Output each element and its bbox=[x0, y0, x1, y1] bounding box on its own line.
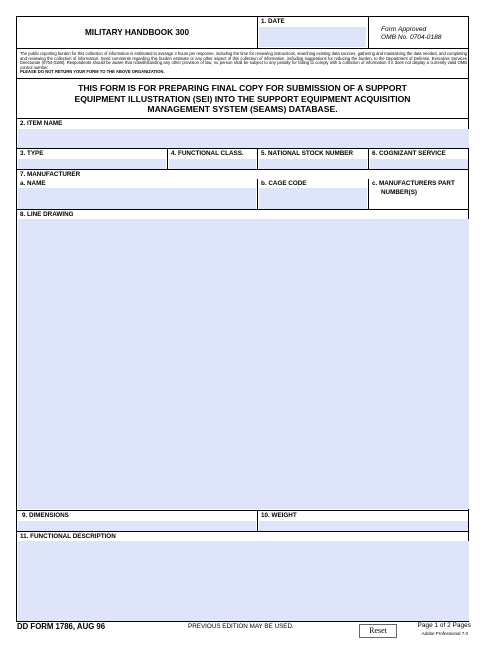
form-approved-text: Form Approved bbox=[381, 26, 427, 33]
cognizant-service-field[interactable] bbox=[370, 159, 468, 169]
burden-text: The public reporting burden for this collection of information is estimated to average 3 hours per response, including the time for reviewing instructions, searching existing data sources, gathering and maintaining the data needed, and completing and reviewing the collection of information. Send comments regarding this burden estimate or any other aspect of this collection of information, including suggestions for reducing the burden, to the Department of Defense, Executive Services Directorate (0704-0188). Respondents should be aware that notwithstanding any other provision of law, no person shall be subject to any penalty for failing to comply with a collection of information if it does not display a currently valid OMB control number. bbox=[20, 51, 467, 70]
burden-caps-text: PLEASE DO NOT RETURN YOUR FORM TO THE ABOVE ORGANIZATION. bbox=[20, 69, 165, 75]
dimensions-cell bbox=[17, 511, 258, 531]
item-name-row bbox=[17, 119, 468, 149]
cognizant-service-label: 6. COGNIZANT SERVICE bbox=[372, 150, 446, 157]
weight-field[interactable] bbox=[259, 521, 468, 531]
form-title: MILITARY HANDBOOK 300 bbox=[84, 28, 190, 37]
date-label: 1. DATE bbox=[261, 18, 285, 25]
type-field[interactable] bbox=[18, 159, 166, 169]
item-name-field[interactable] bbox=[18, 129, 469, 148]
functional-class-field[interactable] bbox=[169, 159, 256, 169]
line-drawing-field[interactable] bbox=[18, 219, 469, 509]
manufacturer-detail-row bbox=[17, 179, 468, 210]
burden-statement bbox=[20, 52, 467, 75]
functional-class-cell bbox=[168, 149, 258, 169]
functional-description-row bbox=[17, 532, 468, 623]
mfr-part-cell bbox=[369, 179, 470, 209]
type-cell bbox=[17, 149, 168, 169]
dimensions-row bbox=[17, 511, 468, 532]
cage-code-field[interactable] bbox=[259, 188, 367, 209]
stock-number-cell bbox=[258, 149, 369, 169]
item-name-label: 2. ITEM NAME bbox=[20, 120, 63, 127]
notice-line-3: MANAGEMENT SYSTEM (SEAMS) DATABASE. bbox=[147, 104, 338, 115]
reset-button[interactable]: Reset bbox=[359, 624, 397, 638]
line-drawing-label: 8. LINE DRAWING bbox=[20, 211, 74, 218]
page-info: Page 1 of 2 Pages bbox=[417, 622, 471, 629]
form-id: DD FORM 1786, AUG 96 bbox=[17, 622, 106, 631]
manufacturer-row bbox=[17, 170, 468, 179]
header-row bbox=[17, 17, 468, 49]
type-row bbox=[17, 149, 468, 170]
burden-row bbox=[17, 49, 468, 79]
cognizant-service-cell bbox=[369, 149, 470, 169]
line-drawing-row bbox=[17, 210, 468, 511]
notice-line-2: EQUIPMENT ILLUSTRATION (SEI) INTO THE SUPPORT EQUIPMENT ACQUISITION bbox=[74, 93, 411, 104]
dd-form-1786 bbox=[16, 16, 469, 622]
title-cell bbox=[17, 17, 258, 48]
functional-class-label: 4. FUNCTIONAL CLASS. bbox=[171, 150, 244, 157]
mfr-part-label: c. MANUFACTURERS PART bbox=[372, 180, 455, 187]
stock-number-label: 5. NATIONAL STOCK NUMBER bbox=[261, 150, 354, 157]
stock-number-field[interactable] bbox=[259, 159, 367, 169]
functional-description-field[interactable] bbox=[18, 541, 469, 621]
manufacturer-label: 7. MANUFACTURER bbox=[20, 171, 81, 178]
cage-code-label: b. CAGE CODE bbox=[261, 180, 307, 187]
weight-cell bbox=[258, 511, 470, 531]
mfr-name-label: a. NAME bbox=[20, 180, 46, 187]
dimensions-field[interactable] bbox=[18, 521, 256, 531]
dimensions-label: 9. DIMENSIONS bbox=[22, 512, 69, 519]
mfr-name-cell bbox=[17, 179, 258, 209]
mfr-part-label-2: NUMBER(S) bbox=[381, 189, 418, 196]
notice-line-1: THIS FORM IS FOR PREPARING FINAL COPY FOR SUBMISSION OF A SUPPORT bbox=[78, 83, 407, 93]
previous-edition-note: PREVIOUS EDITION MAY BE USED. bbox=[188, 623, 294, 630]
adobe-version: Adobe Professional 7.0 bbox=[421, 631, 468, 636]
mfr-name-field[interactable] bbox=[18, 188, 256, 209]
omb-number: OMB No. 0704-0188 bbox=[381, 34, 442, 41]
type-label: 3. TYPE bbox=[20, 150, 44, 157]
cage-code-cell bbox=[258, 179, 369, 209]
functional-description-label: 11. FUNCTIONAL DESCRIPTION bbox=[20, 533, 116, 540]
notice-row bbox=[17, 79, 468, 119]
date-field[interactable] bbox=[259, 27, 366, 47]
weight-label: 10. WEIGHT bbox=[261, 512, 297, 519]
notice-text bbox=[17, 83, 468, 115]
date-cell bbox=[258, 17, 369, 48]
omb-cell bbox=[369, 17, 470, 48]
